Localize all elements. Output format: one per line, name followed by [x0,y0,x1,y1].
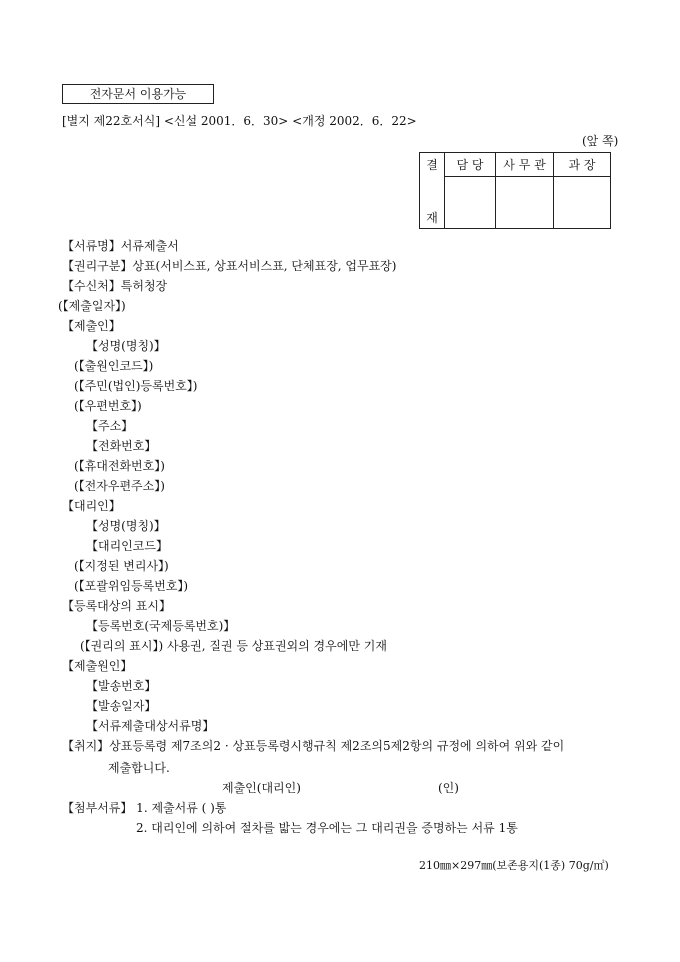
email-address: (【전자우편주소】) [74,479,165,493]
purpose-statement: 【취지】상표등록령 제7조의2 · 상표등록령시행규칙 제2조의5제2항의 규정에 의하여 위와 같이 [62,739,565,753]
approval-side-top: 결 [426,158,438,172]
approval-side-bottom: 재 [426,211,438,225]
dispatch-date: 【발송일자】 [86,699,157,713]
attachments-item-2: 2. 대리인에 의하여 절차를 밟는 경우에는 그 대리권을 증명하는 서류 1통 [136,821,518,835]
approval-header-staff: 담 당 [445,153,496,177]
page-side-label: (앞 쪽) [582,134,619,148]
agent-heading: 【대리인】 [62,499,121,513]
agent-name: 【성명(명칭)】 [86,519,166,533]
approval-side-cell [420,153,445,229]
postal-code: (【우편번호】) [74,399,142,413]
registration-number: (【주민(법인)등록번호】) [74,379,198,393]
attachments-heading: 【첨부서류】 1. 제출서류 ( )통 [62,801,227,815]
mobile-number: (【휴대전화번호】) [74,459,165,473]
address: 【주소】 [86,419,134,433]
target-document-name: 【서류제출대상서류명】 [86,719,215,733]
approval-sign-chief [554,176,611,228]
purpose-statement-cont: 제출합니다. [108,761,170,775]
form-reference: [별지 제22호서식] <신설 2001．6．30> <개정 2002．6．22> [62,114,417,128]
general-power-number: (【포괄위임등록번호】) [74,579,189,593]
electronic-document-box: 전자문서 이용가능 [62,84,214,104]
recipient: 【수신처】특허청장 [62,279,168,293]
registration-number-intl: 【등록번호(국제등록번호)】 [86,619,236,633]
applicant-code: (【출원인코드】) [74,359,154,373]
phone-number: 【전화번호】 [86,439,157,453]
approval-sign-officer [496,176,554,228]
approval-sign-staff [445,176,496,228]
approval-header-officer: 사 무 관 [496,153,554,177]
approval-header-chief: 과 장 [554,153,611,177]
approval-table [419,152,611,229]
submission-date: (【제출일자】) [58,299,126,313]
submitter-name: 【성명(명칭)】 [86,339,166,353]
seal-mark: (인) [438,781,459,795]
submitter-heading: 【제출인】 [62,319,121,333]
document-name: 【서류명】서류제출서 [62,239,179,253]
designated-patent-attorney: (【지정된 변리사】) [74,559,169,573]
registration-target-heading: 【등록대상의 표시】 [62,599,171,613]
right-category: 【권리구분】상표(서비스표, 상표서비스표, 단체표장, 업무표장) [62,259,397,273]
paper-spec: 210㎜×297㎜(보존용지(1종) 70g/㎡) [419,859,609,872]
rights-indication: (【권리의 표시】) 사용권, 질권 등 상표권외의 경우에만 기재 [80,639,387,653]
submitter-signature-label: 제출인(대리인) [222,781,301,795]
submission-cause-heading: 【제출원인】 [62,659,133,673]
agent-code: 【대리인코드】 [86,539,168,553]
dispatch-number: 【발송번호】 [86,679,157,693]
